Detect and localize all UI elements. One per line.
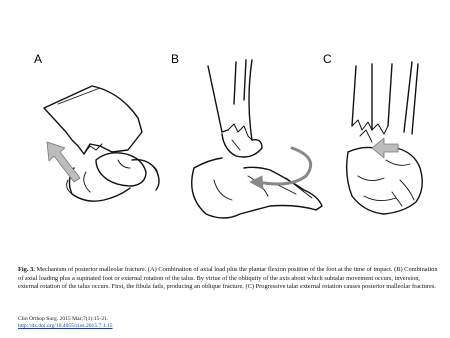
panel-b-drawing [192,60,322,218]
figure-caption [18,266,438,292]
panel-label-c: C [323,52,332,66]
panel-label-b: B [171,52,180,66]
panel-a-drawing [44,86,159,201]
doi-link[interactable]: http://dx.doi.org/10.4055/cios.2015.7.1.15 [18,323,113,330]
panel-c-drawing [347,62,423,214]
panel-label-a: A [34,52,43,66]
citation [18,316,113,331]
caption-text: Mechanism of posterior malleolar fracture. (A) Combination of axial load plus the plantar flexion position of the foot at the time of impact. (B) Combination of axial loading plus a supinated foot or external rotation of the talus. By virtue of the obliquity of the axis about which subtalar movement occurs, inversion, external rotation of the talus occurs. First, the fibula fails, producing an oblique fracture. (C) Progressive talar external rotation causes posterior malleolar fractures. [18,266,438,291]
journal-reference: Clin Orthop Surg. 2015 Mar;7(1):15-21. [18,316,109,322]
figure-number: Fig. 3. [18,266,35,273]
